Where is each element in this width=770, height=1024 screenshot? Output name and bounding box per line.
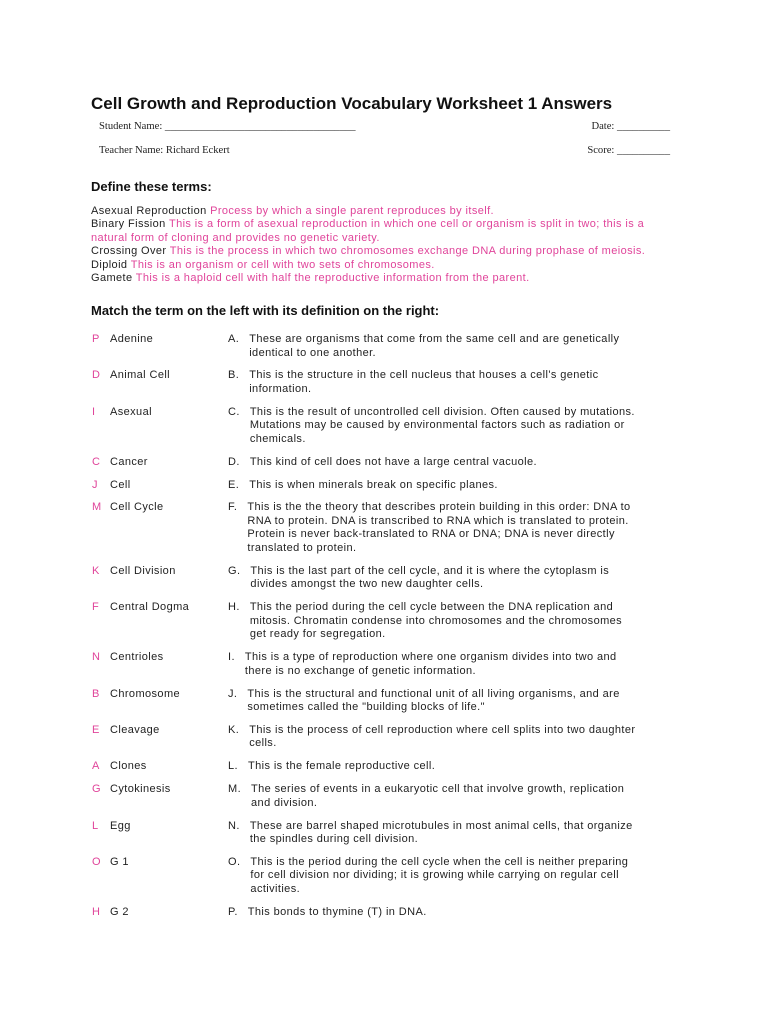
answer-letter: O bbox=[92, 855, 101, 868]
definition-line: RNA to protein. DNA is transcribed to RNA which is translated to protein. bbox=[247, 514, 629, 527]
definition-letter: J. bbox=[228, 687, 238, 700]
match-term: Cell Division bbox=[110, 564, 176, 577]
definition-text-block bbox=[249, 333, 752, 360]
definition-cell bbox=[228, 856, 752, 897]
define-terms-heading: Define these terms: bbox=[91, 179, 212, 194]
definition-line: This is the period during the cell cycle when the cell is neither preparing bbox=[250, 855, 629, 868]
match-row bbox=[92, 406, 752, 447]
answer-letter: H bbox=[92, 905, 101, 918]
definition-letter: B. bbox=[228, 369, 240, 382]
answer-letter: B bbox=[92, 687, 100, 700]
definition-line: for cell division nor dividing; it is growing while carrying on regular cell bbox=[250, 869, 619, 882]
definition-term: Asexual Reproduction bbox=[91, 205, 207, 217]
definition-text-block bbox=[250, 601, 752, 642]
term-cell bbox=[92, 651, 228, 678]
definition-letter: L. bbox=[228, 760, 238, 773]
match-term: Asexual bbox=[110, 405, 152, 418]
definition-letter: M. bbox=[228, 783, 242, 796]
answer-letter: D bbox=[92, 369, 101, 382]
term-cell bbox=[92, 565, 228, 592]
definition-text-block bbox=[250, 565, 752, 592]
definition-line: there is no exchange of genetic information. bbox=[244, 664, 476, 677]
definition-line: This is a type of reproduction where one organism divides into two and bbox=[244, 651, 617, 664]
definition-line: translated to protein. bbox=[247, 541, 357, 554]
term-cell bbox=[92, 820, 228, 847]
answer-letter: N bbox=[92, 651, 101, 664]
term-cell bbox=[92, 906, 228, 920]
definition-line: This the period during the cell cycle between the DNA replication and bbox=[249, 601, 614, 614]
definition-line: divides amongst the two new daughter cells. bbox=[250, 578, 484, 591]
definition-letter: I. bbox=[228, 651, 235, 664]
match-row bbox=[92, 601, 752, 642]
teacher-name: Teacher Name: Richard Eckert bbox=[99, 144, 230, 156]
term-cell bbox=[92, 479, 228, 493]
definition-text-block bbox=[251, 783, 752, 810]
definition-line: This is the structural and functional unit of all living organisms, and are bbox=[247, 687, 620, 700]
definition-term: Gamete bbox=[91, 272, 133, 285]
definition-text: This is an organism or cell with two sets of chromosomes. bbox=[130, 258, 435, 271]
definition-letter: C. bbox=[228, 405, 240, 418]
match-row bbox=[92, 820, 752, 847]
definition-cell bbox=[228, 406, 752, 447]
definition-text-block bbox=[250, 856, 752, 897]
definition-cell bbox=[228, 820, 752, 847]
definition-letter: H. bbox=[228, 601, 240, 614]
definition-line: get ready for segregation. bbox=[249, 628, 386, 641]
definition-letter: O. bbox=[228, 855, 241, 868]
definition-cell bbox=[228, 479, 752, 493]
definition-text-block bbox=[249, 479, 752, 493]
definition-letter: G. bbox=[228, 564, 241, 577]
term-cell bbox=[92, 856, 228, 897]
definition-letter: E. bbox=[228, 478, 240, 491]
definition-item bbox=[91, 245, 645, 258]
term-cell bbox=[92, 760, 228, 774]
definition-text: This is a form of asexual reproduction in which one cell or organism is split in two; this is a bbox=[168, 218, 645, 231]
answer-letter: K bbox=[92, 564, 100, 577]
match-row bbox=[92, 688, 752, 715]
definition-text: natural form of cloning and provides no genetic variety. bbox=[91, 231, 380, 244]
definition-text: This is the process in which two chromosomes exchange DNA during prophase of meiosis. bbox=[169, 245, 646, 258]
definition-cell bbox=[228, 601, 752, 642]
definition-line: This is the structure in the cell nucleus that houses a cell's genetic bbox=[249, 369, 599, 382]
match-term: Cytokinesis bbox=[110, 783, 171, 796]
definition-line: Protein is never back-translated to RNA or DNA; DNA is never directly bbox=[247, 528, 615, 541]
definition-letter: F. bbox=[228, 501, 238, 514]
match-row bbox=[92, 565, 752, 592]
match-row bbox=[92, 501, 752, 555]
match-row bbox=[92, 651, 752, 678]
definition-cell bbox=[228, 456, 752, 470]
match-term: Cell bbox=[110, 478, 131, 491]
match-term: Chromosome bbox=[110, 687, 181, 700]
definition-term: Crossing Over bbox=[91, 245, 167, 258]
answer-letter: L bbox=[92, 819, 99, 832]
definition-line: This is when minerals break on specific planes. bbox=[249, 478, 498, 491]
match-row bbox=[92, 906, 752, 920]
definitions-list bbox=[91, 205, 645, 285]
match-term: G 2 bbox=[110, 905, 129, 918]
definition-cell bbox=[228, 783, 752, 810]
definition-line: This is the process of cell reproduction where cell splits into two daughter bbox=[249, 723, 636, 736]
date-field: Date: __________ bbox=[591, 120, 670, 132]
answer-letter: A bbox=[92, 760, 100, 773]
student-name-field: Student Name: ____________________________________ bbox=[99, 120, 356, 132]
definition-line: sometimes called the "building blocks of life." bbox=[247, 701, 485, 714]
match-row bbox=[92, 479, 752, 493]
match-term: Cancer bbox=[110, 455, 148, 468]
match-row bbox=[92, 856, 752, 897]
matching-heading: Match the term on the left with its definition on the right: bbox=[91, 303, 440, 318]
definition-text-block bbox=[245, 651, 752, 678]
match-row bbox=[92, 724, 752, 751]
match-row bbox=[92, 783, 752, 810]
match-term: Egg bbox=[110, 819, 131, 832]
definition-text-block bbox=[248, 906, 752, 920]
definition-cell bbox=[228, 688, 752, 715]
definition-text-block bbox=[248, 760, 752, 774]
definition-letter: D. bbox=[228, 455, 240, 468]
definition-line: This kind of cell does not have a large central vacuole. bbox=[249, 455, 537, 468]
match-term: Cleavage bbox=[110, 723, 160, 736]
definition-cell bbox=[228, 760, 752, 774]
match-row bbox=[92, 760, 752, 774]
match-term: G 1 bbox=[110, 855, 129, 868]
definition-line: activities. bbox=[250, 882, 301, 895]
definition-text-block bbox=[250, 406, 752, 447]
definition-cell bbox=[228, 565, 752, 592]
match-term: Adenine bbox=[110, 333, 154, 345]
worksheet-title: Cell Growth and Reproduction Vocabulary Worksheet 1 Answers bbox=[91, 94, 613, 113]
definition-line: mitosis. Chromatin condense into chromosomes and the chromosomes bbox=[249, 614, 623, 627]
definition-letter: P. bbox=[228, 905, 238, 918]
definition-item bbox=[91, 205, 645, 218]
definition-line: chemicals. bbox=[249, 432, 306, 445]
definition-cell bbox=[228, 333, 752, 360]
definition-line: cells. bbox=[249, 737, 277, 750]
definition-term: Diploid bbox=[91, 258, 128, 271]
definition-cell bbox=[228, 369, 752, 396]
answer-letter: J bbox=[92, 478, 98, 491]
match-term: Clones bbox=[110, 760, 147, 773]
score-field: Score: __________ bbox=[587, 144, 670, 156]
term-cell bbox=[92, 333, 228, 360]
definition-cell bbox=[228, 906, 752, 920]
definition-cell bbox=[228, 501, 752, 555]
definition-letter: A. bbox=[228, 333, 240, 345]
definition-line: These are organisms that come from the same cell and are genetically bbox=[249, 333, 620, 345]
definition-item bbox=[91, 272, 645, 285]
definition-term: Binary Fission bbox=[91, 218, 166, 231]
definition-line: These are barrel shaped microtubules in most animal cells, that organize bbox=[249, 819, 633, 832]
definition-text: Process by which a single parent reproduces by itself. bbox=[210, 205, 494, 217]
term-cell bbox=[92, 688, 228, 715]
term-cell bbox=[92, 601, 228, 642]
definition-text-block bbox=[250, 820, 752, 847]
term-cell bbox=[92, 406, 228, 447]
definition-text-block bbox=[250, 456, 752, 470]
definition-line: the spindles during cell division. bbox=[249, 833, 419, 846]
definition-line: The series of events in a eukaryotic cell that involve growth, replication bbox=[251, 783, 625, 796]
matching-list bbox=[92, 333, 752, 929]
definition-line: This is the result of uncontrolled cell division. Often caused by mutations. bbox=[249, 405, 635, 418]
definition-line: and division. bbox=[251, 796, 318, 809]
match-term: Cell Cycle bbox=[110, 501, 164, 514]
definition-line: identical to one another. bbox=[249, 346, 377, 359]
answer-letter: C bbox=[92, 455, 101, 468]
answer-letter: G bbox=[92, 783, 101, 796]
definition-text-block bbox=[247, 688, 752, 715]
definition-text: This is a haploid cell with half the reproductive information from the parent. bbox=[135, 272, 530, 285]
definition-cell bbox=[228, 724, 752, 751]
term-cell bbox=[92, 724, 228, 751]
match-term: Centrioles bbox=[110, 651, 164, 664]
term-cell bbox=[92, 456, 228, 470]
answer-letter: I bbox=[92, 405, 96, 418]
definition-text-block bbox=[249, 369, 752, 396]
teacher-info-row bbox=[99, 144, 670, 157]
match-row bbox=[92, 333, 752, 360]
definition-line: This is the last part of the cell cycle, and it is where the cytoplasm is bbox=[250, 564, 610, 577]
term-cell bbox=[92, 369, 228, 396]
match-row bbox=[92, 456, 752, 470]
answer-letter: F bbox=[92, 601, 100, 614]
match-term: Central Dogma bbox=[110, 601, 190, 614]
term-cell bbox=[92, 501, 228, 555]
definition-text-block bbox=[247, 501, 752, 555]
answer-letter: M bbox=[92, 501, 102, 514]
definition-line: information. bbox=[249, 382, 312, 395]
student-info-row bbox=[99, 120, 670, 133]
match-term: Animal Cell bbox=[110, 369, 171, 382]
definition-line: This bonds to thymine (T) in DNA. bbox=[247, 905, 427, 918]
definition-text-block bbox=[249, 724, 752, 751]
definition-cell bbox=[228, 651, 752, 678]
definition-item bbox=[91, 259, 645, 272]
definition-letter: K. bbox=[228, 723, 240, 736]
answer-letter: P bbox=[92, 333, 100, 345]
definition-line: Mutations may be caused by environmental factors such as radiation or bbox=[249, 419, 625, 432]
answer-letter: E bbox=[92, 723, 100, 736]
term-cell bbox=[92, 783, 228, 810]
definition-item bbox=[91, 218, 645, 245]
definition-line: This is the the theory that describes protein building in this order: DNA to bbox=[247, 501, 631, 514]
definition-line: This is the female reproductive cell. bbox=[247, 760, 436, 773]
match-row bbox=[92, 369, 752, 396]
definition-letter: N. bbox=[228, 819, 240, 832]
